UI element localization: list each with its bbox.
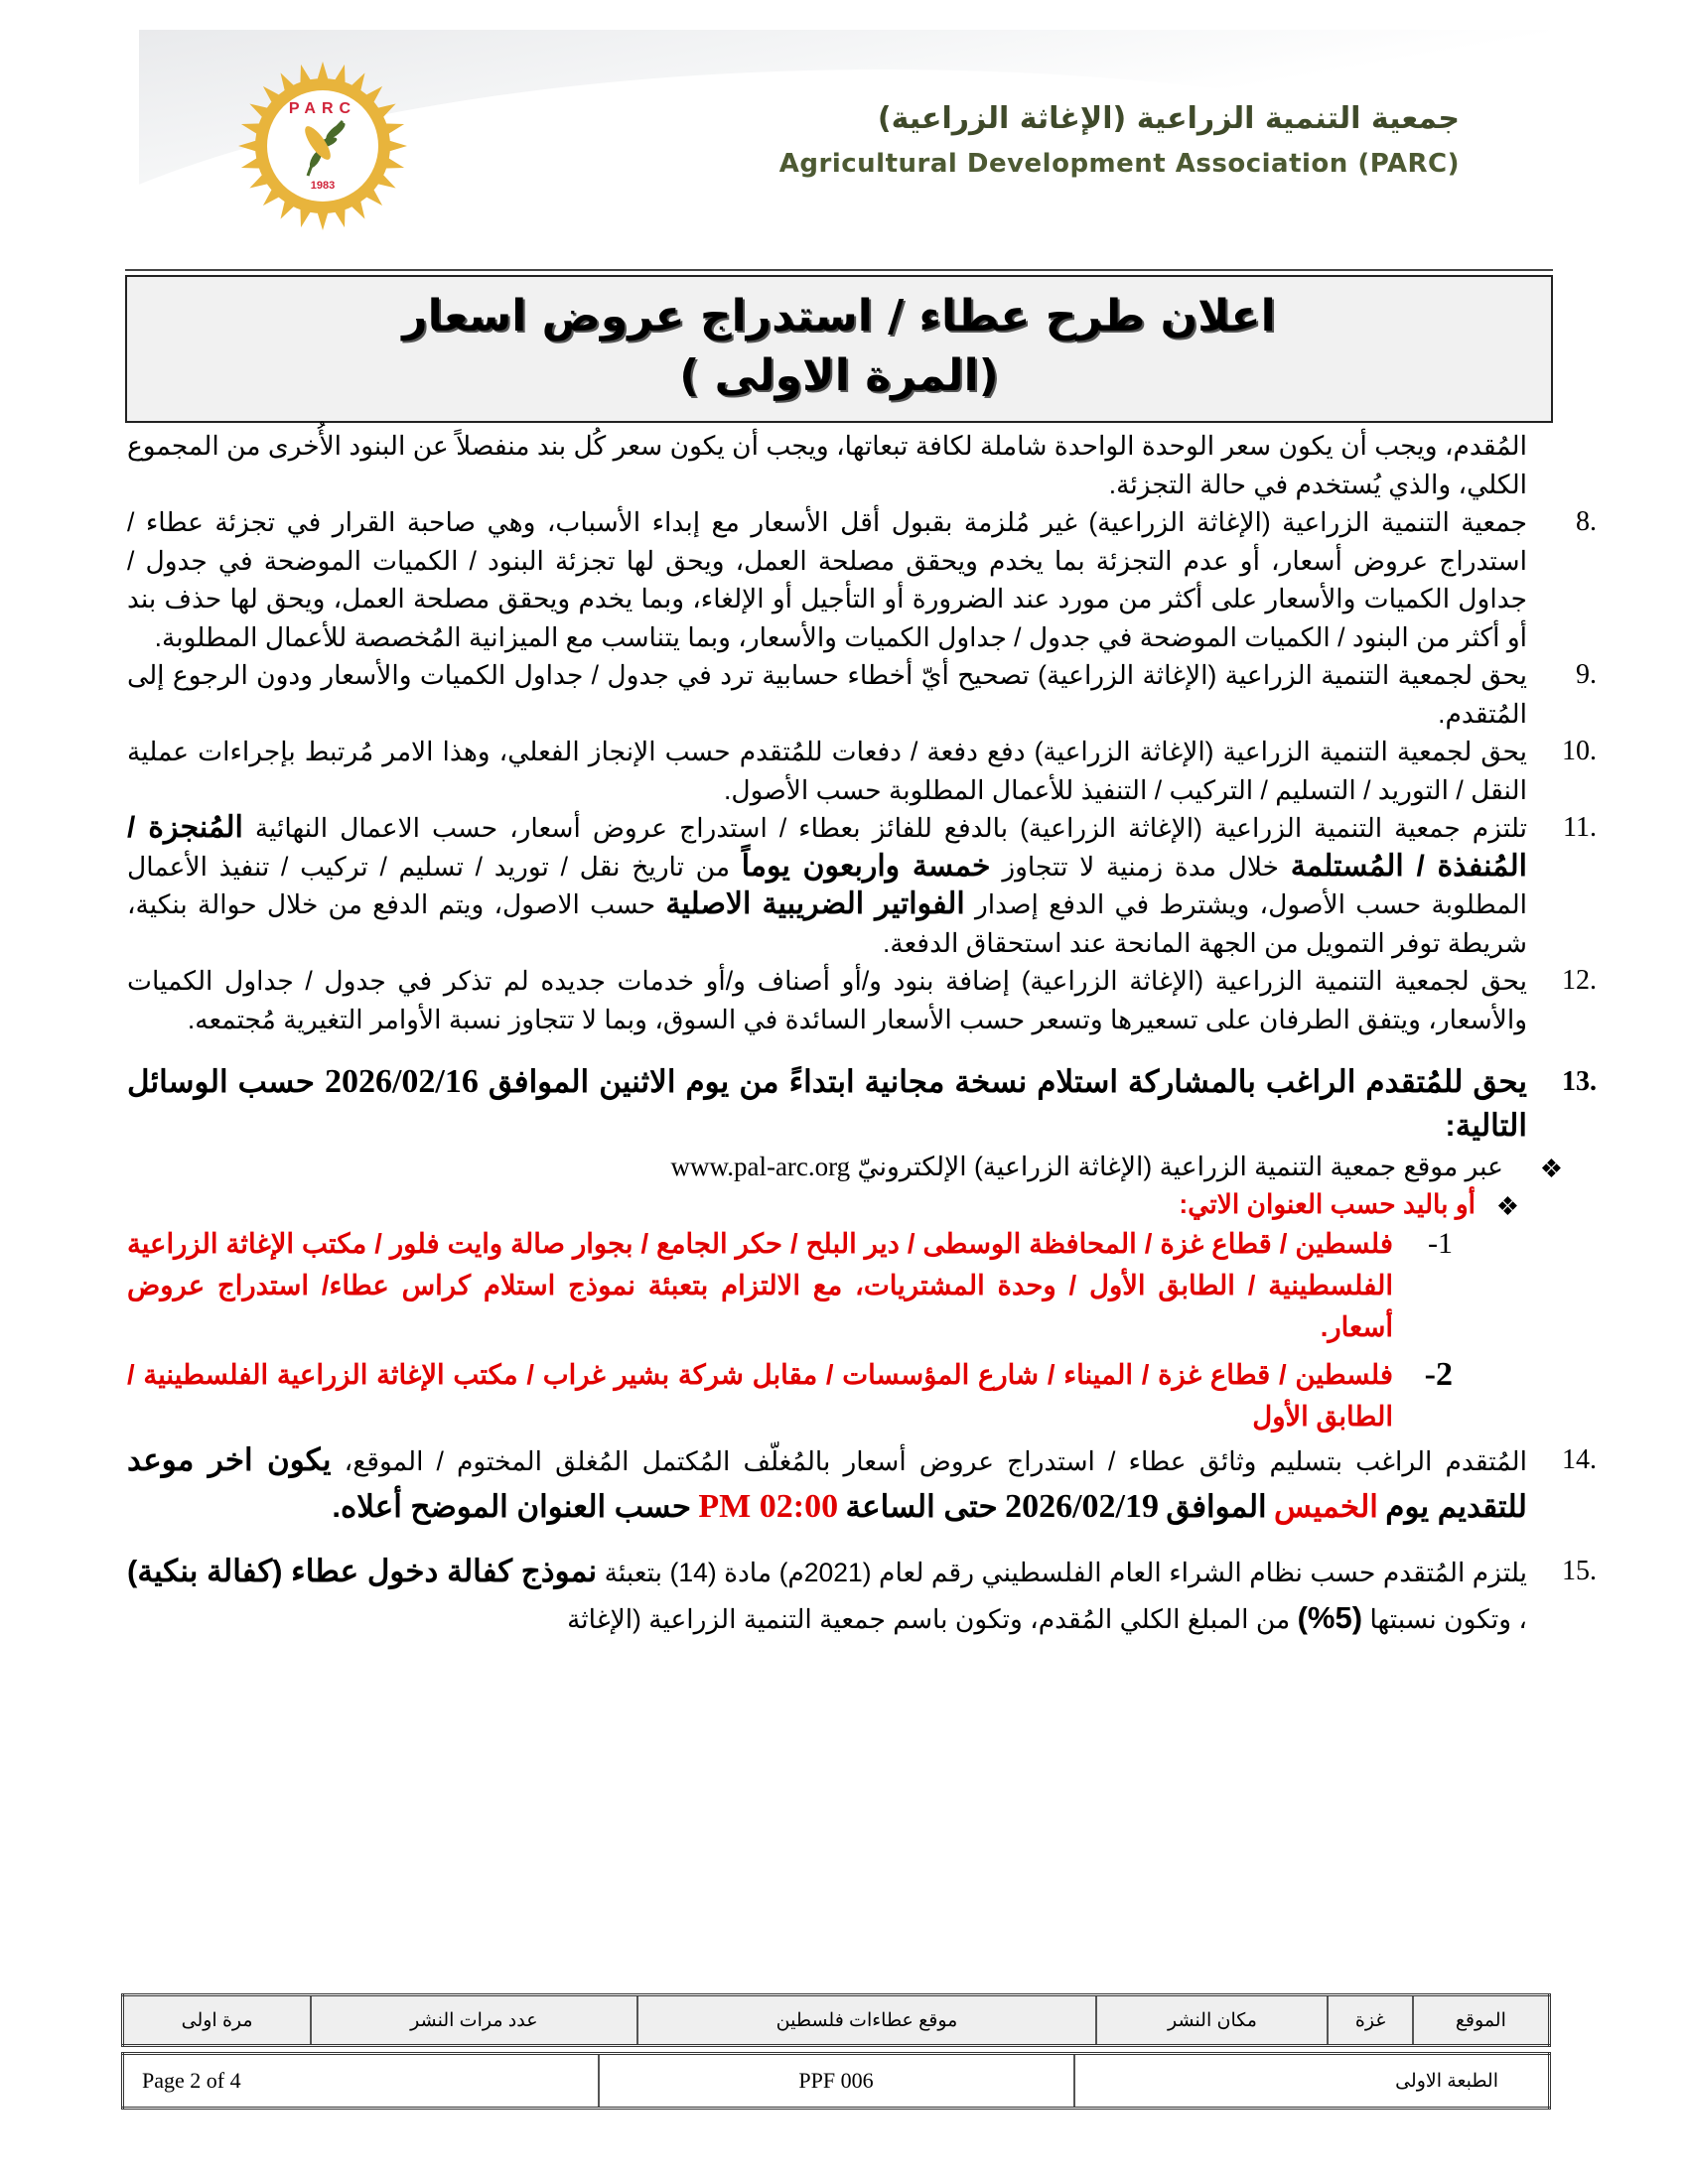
bullet-text: أو باليد حسب العنوان الاتي:: [1179, 1189, 1476, 1219]
clause-text: من تاريخ نقل / توريد / تسليم / تركيب / تنفيذ الأعمال المطلوبة حسب الأصول، ويشترط في الدفع إصدار: [127, 851, 1528, 919]
svg-text:PARC: PARC: [288, 100, 357, 117]
bullet-by-hand: [127, 1185, 1519, 1223]
clause-text: يحق لجمعية التنمية الزراعية (الإغاثة الزراعية) تصحيح أيّ أخطاء حسابية ترد في جدول / جداول الكميات والأسعار ودون الرجوع إلى المُتقدم.: [127, 660, 1527, 729]
address-2: [127, 1354, 1453, 1437]
clause-text: يحق لجمعية التنمية الزراعية (الإغاثة الزراعية) إضافة بنود و/أو أصناف و/أو خدمات جديده لم تذكر في جدول / جداول الكميات والأسعار، ويتفق الطرفان على تسعيرها وتسعر حسب الأسعار السائدة في السوق، وبما لا تتجاوز نسبة الأوامر التغيرية مُجتمعه.: [127, 966, 1527, 1034]
clause-10: [127, 733, 1597, 809]
deadline-date: 2026/02/19: [1005, 1488, 1159, 1525]
clause-number: 14.: [1562, 1444, 1597, 1475]
form-code: PPF 006: [599, 2054, 1074, 2109]
address-text: فلسطين / قطاع غزة / المحافظة الوسطى / دير البلح / حكر الجامع / بجوار صالة وايت فلور / مكتب الإغاثة الزراعية الفلسطينية / الطابق الأول / وحدة المشتريات، مع الالتزام بتعبئة نموذج استلام كراس عطاء/ استدراج عروض أسعار.: [127, 1228, 1393, 1342]
clause-text: خلال مدة زمنية لا تتجاوز: [1002, 851, 1280, 882]
guarantee-form: نموذج كفالة دخول عطاء (كفالة بنكية): [127, 1554, 598, 1588]
guarantee-percent: (5%): [1297, 1600, 1363, 1635]
clause-text: يلتزم المُتقدم حسب نظام الشراء العام الفلسطيني رقم لعام (2021م) مادة (14) بتعبئة: [604, 1558, 1527, 1587]
clause-number: 12.: [1562, 965, 1597, 996]
clause-text: يحق للمُتقدم الراغب بالمشاركة استلام نسخة مجانية ابتداءً من يوم الاثنين الموافق: [488, 1064, 1527, 1099]
org-name-arabic: جمعية التنمية الزراعية (الإغاثة الزراعية): [877, 101, 1460, 136]
page-title: اعلان طرح عطاء / استدراج عروض اسعار: [402, 291, 1276, 341]
clause-8: [127, 503, 1597, 656]
clause-number: 11.: [1563, 812, 1597, 843]
parc-logo-icon: [238, 62, 407, 230]
publication-info-table: [121, 1993, 1551, 2047]
clause-text: حسب الاصول، ويتم الدفع من خلال حوالة بنكية، شريطة توفر التمويل من الجهة المانحة عند استحقاق الدفعة.: [127, 889, 1527, 958]
clause-number: 9.: [1576, 659, 1597, 690]
clause-text: يحق لجمعية التنمية الزراعية (الإغاثة الزراعية) دفع دفعة / دفعات للمُتقدم حسب الإنجاز الفعلي، وهذا الامر مُرتبط بإجراءات عملية النقل / التوريد / التسليم / التركيب / التنفيذ للأعمال المطلوبة حسب الأصول.: [127, 737, 1527, 805]
table-cell: مرة اولى: [123, 1995, 312, 2046]
clause-emphasis: المُنجزة / المُنفذة / المُستلمة: [127, 811, 1527, 883]
clause-number: 13.: [1562, 1066, 1597, 1097]
deadline-label: الموافق: [1166, 1489, 1267, 1524]
document-body: [127, 427, 1597, 1642]
table-cell: موقع عطاءات فلسطين: [637, 1995, 1097, 2046]
edition-label: الطبعة الاولى: [1074, 2054, 1550, 2109]
clause-text: ، وتكون نسبتها: [1369, 1604, 1527, 1634]
website-link[interactable]: www.pal-arc.org: [670, 1152, 851, 1181]
table-cell: عدد مرات النشر: [311, 1995, 636, 2046]
table-row: [123, 1995, 1550, 2046]
svg-text:1983: 1983: [310, 180, 336, 192]
address-1: [127, 1223, 1453, 1348]
deadline-label: حسب العنوان الموضح أعلاه.: [332, 1489, 692, 1524]
table-cell: مكان النشر: [1096, 1995, 1328, 2046]
deadline-label: يكون اخر موعد للتقديم يوم: [127, 1442, 1527, 1524]
bullet-text: عبر موقع جمعية التنمية الزراعية (الإغاثة الزراعية) الإلكترونيّ: [857, 1152, 1503, 1181]
diamond-bullet-icon: ❖: [1539, 1154, 1563, 1183]
clause-12: [127, 962, 1597, 1038]
table-cell: الموقع: [1413, 1995, 1550, 2046]
letterhead-banner: [139, 30, 1549, 243]
clause-11: [127, 809, 1597, 962]
clause-13: [127, 1060, 1597, 1148]
address-number: -1: [1428, 1227, 1453, 1260]
copy-start-date: 2026/02/16: [324, 1063, 479, 1100]
address-text: فلسطين / قطاع غزة / الميناء / شارع المؤسسات / مقابل شركة بشير غراب / مكتب الإغاثة الزراعية الفلسطينية / الطابق الأول: [127, 1359, 1393, 1432]
clause-text: المُتقدم الراغب بتسليم وثائق عطاء / استدراج عروض أسعار بالمُغلّف المُكتمل المُغلق المختوم / الموقع،: [344, 1446, 1527, 1476]
page-number: Page 2 of 4: [123, 2054, 599, 2109]
clause-text: حسب الوسائل التالية:: [127, 1064, 1527, 1143]
invoice-requirement: الفواتير الضريبية الاصلية: [665, 887, 965, 920]
clause-9: [127, 656, 1597, 733]
clause-text: من المبلغ الكلي المُقدم، وتكون باسم جمعية التنمية الزراعية (الإغاثة: [567, 1604, 1291, 1634]
deadline-day: الخميس: [1274, 1489, 1378, 1524]
clause-number: 8.: [1576, 506, 1597, 537]
clause-text: جمعية التنمية الزراعية (الإغاثة الزراعية) غير مُلزمة بقبول أقل الأسعار مع إبداء الأسباب، وهي صاحبة القرار في تجزئة عطاء / استدراج عروض أسعار، أو عدم التجزئة بما يخدم ويحقق مصلحة العمل، ويحق لها تجزئة البنود / الكميات الموضحة في جدول / جداول الكميات والأسعار على أكثر من مورد عند الضرورة أو التأجيل أو الإلغاء، وبما يخدم ويحقق مصلحة العمل، ويحق لها حذف بند أو أكثر من البنود / الكميات الموضحة في جدول / جداول الكميات والأسعار، وبما يتناسب مع الميزانية المُخصصة للأعمال المطلوبة.: [127, 507, 1527, 652]
continuation-paragraph: المُقدم، ويجب أن يكون سعر الوحدة الواحدة شاملة لكافة تبعاتها، ويجب أن يكون سعر كُل بند منفصلاً عن البنود الأُخرى من المجموع الكلي، والذي يُستخدم في حالة التجزئة.: [127, 431, 1527, 499]
payment-period: خمسة واربعون يوماً: [741, 849, 991, 883]
announcement-title-box: [125, 275, 1553, 423]
diamond-bullet-icon: ❖: [1495, 1191, 1519, 1221]
clause-number: 10.: [1562, 736, 1597, 766]
deadline-label: حتى الساعة: [845, 1489, 998, 1524]
page-subtitle: (المرة الاولى ): [679, 350, 999, 401]
clause-15: [127, 1549, 1597, 1642]
page-footer-table: [121, 2052, 1551, 2110]
clause-number: 15.: [1562, 1556, 1597, 1586]
address-number: -2: [1424, 1356, 1453, 1393]
bullet-website: [127, 1148, 1563, 1185]
deadline-time: 02:00 PM: [698, 1488, 839, 1525]
table-cell: غزة: [1328, 1995, 1412, 2046]
table-row: [123, 2054, 1550, 2109]
clause-14: [127, 1437, 1597, 1531]
org-name-english: Agricultural Development Association (PARC): [778, 149, 1460, 179]
clause-text: تلتزم جمعية التنمية الزراعية (الإغاثة الزراعية) بالدفع للفائز بعطاء / استدراج عروض أسعار، حسب الاعمال النهائية: [254, 813, 1527, 843]
